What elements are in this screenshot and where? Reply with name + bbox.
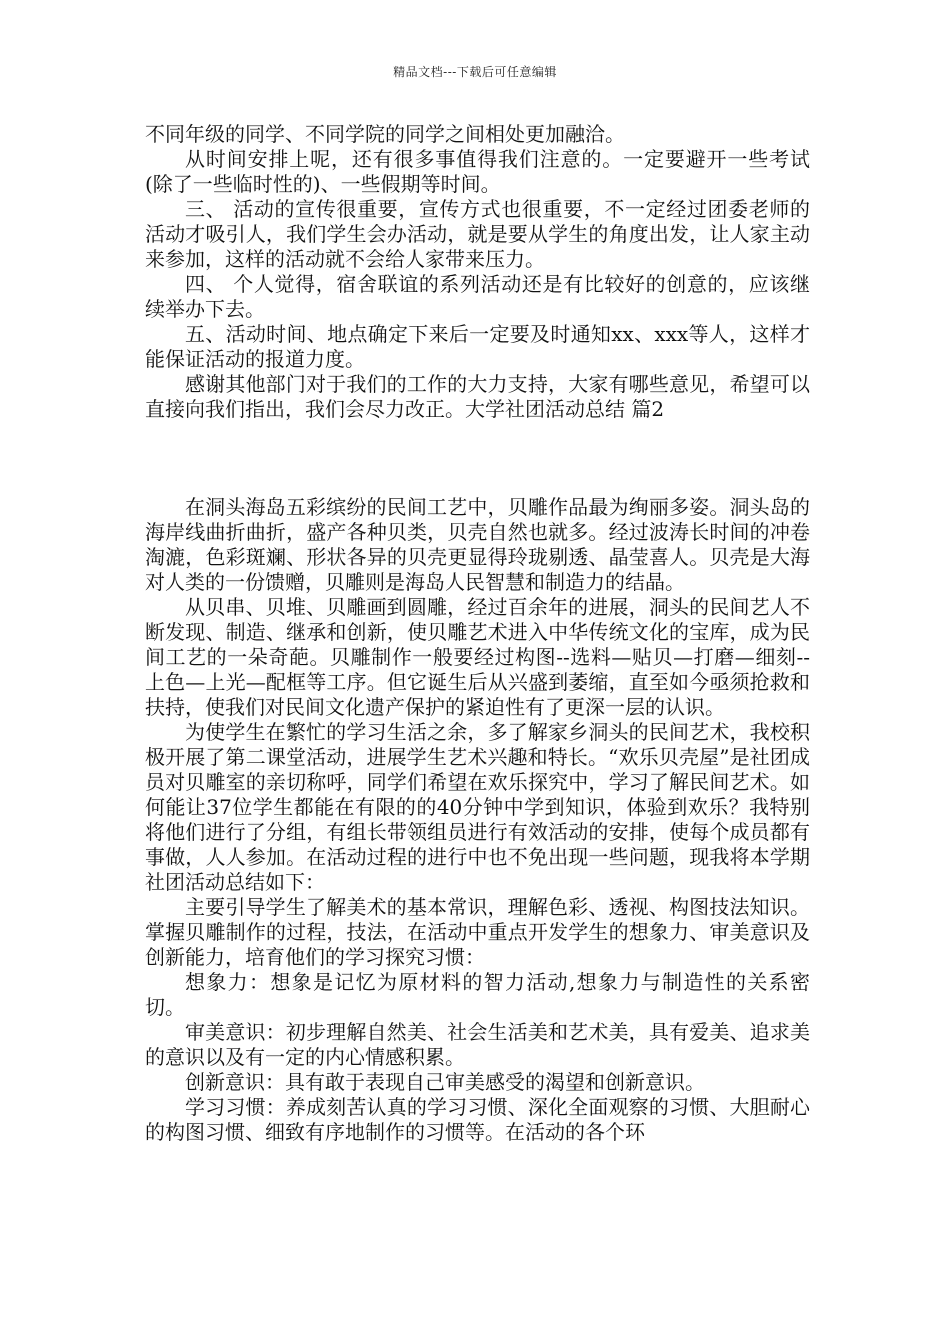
paragraph: 想象力：想象是记忆为原材料的智力活动,想象力与制造性的关系密切。 (145, 970, 810, 1019)
page-header: 精品文档---下载后可任意编辑 (393, 65, 557, 79)
paragraph: 四、 个人觉得，宿舍联谊的系列活动还是有比较好的创意的，应该继续举办下去。 (145, 272, 810, 321)
paragraph: 审美意识：初步理解自然美、社会生活美和艺术美，具有爱美、追求美的意识以及有一定的内心情感积累。 (145, 1020, 810, 1069)
paragraph: 在洞头海岛五彩缤纷的民间工艺中，贝雕作品最为绚丽多姿。洞头岛的海岸线曲折曲折，盛产各种贝类，贝壳自然也就多。经过波涛长时间的冲卷淘漉，色彩斑斓、形状各异的贝壳更显得玲珑剔透、晶莹喜人。贝壳是大海对人类的一份馈赠，贝雕则是海岛人民智慧和制造力的结晶。 (145, 495, 810, 594)
text-block-2 (145, 495, 810, 1145)
paragraph: 从时间安排上呢，还有很多事值得我们注意的。一定要避开一些考试(除了一些临时性的)、一些假期等时间。 (145, 147, 810, 196)
paragraph: 感谢其他部门对于我们的工作的大力支持，大家有哪些意见，希望可以直接向我们指出，我们会尽力改正。大学社团活动总结 篇2 (145, 372, 810, 421)
paragraph: 五、活动时间、地点确定下来后一定要及时通知xx、xxx等人，这样才能保证活动的报道力度。 (145, 322, 810, 371)
paragraph: 学习习惯：养成刻苦认真的学习习惯、深化全面观察的习惯、大胆耐心的构图习惯、细致有序地制作的习惯等。在活动的各个环 (145, 1095, 810, 1144)
paragraph: 创新意识：具有敢于表现自己审美感受的渴望和创新意识。 (185, 1070, 705, 1094)
text-block-1 (145, 122, 810, 422)
paragraph: 为使学生在繁忙的学习生活之余，多了解家乡洞头的民间艺术，我校积极开展了第二课堂活动，进展学生艺术兴趣和特长。“欢乐贝壳屋”是社团成员对贝雕室的亲切称呼，同学们希望在欢乐探究中，学习了解民间艺术。如何能让37位学生都能在有限的的40分钟中学到知识，体验到欢乐？我特别将他们进行了分组，有组长带领组员进行有效活动的安排，使每个成员都有事做，人人参加。在活动过程的进行中也不免出现一些问题，现我将本学期社团活动总结如下： (145, 720, 810, 894)
paragraph: 主要引导学生了解美术的基本常识，理解色彩、透视、构图技法知识。掌握贝雕制作的过程，技法，在活动中重点开发学生的想象力、审美意识及创新能力，培育他们的学习探究习惯： (145, 895, 810, 969)
paragraph: 从贝串、贝堆、贝雕画到圆雕，经过百余年的进展，洞头的民间艺人不断发现、制造、继承和创新，使贝雕艺术进入中华传统文化的宝库，成为民间工艺的一朵奇葩。贝雕制作一般要经过构图--选料—贴贝—打磨—细刻--上色—上光—配框等工序。但它诞生后从兴盛到萎缩，直至如今亟须抢救和扶持，使我们对民间文化遗产保护的紧迫性有了更深一层的认识。 (145, 595, 810, 719)
paragraph: 三、 活动的宣传很重要，宣传方式也很重要，不一定经过团委老师的活动才吸引人，我们学生会办活动，就是要从学生的角度出发，让人家主动来参加，这样的活动就不会给人家带来压力。 (145, 197, 810, 271)
paragraph: 不同年级的同学、不同学院的同学之间相处更加融洽。 (145, 122, 625, 146)
